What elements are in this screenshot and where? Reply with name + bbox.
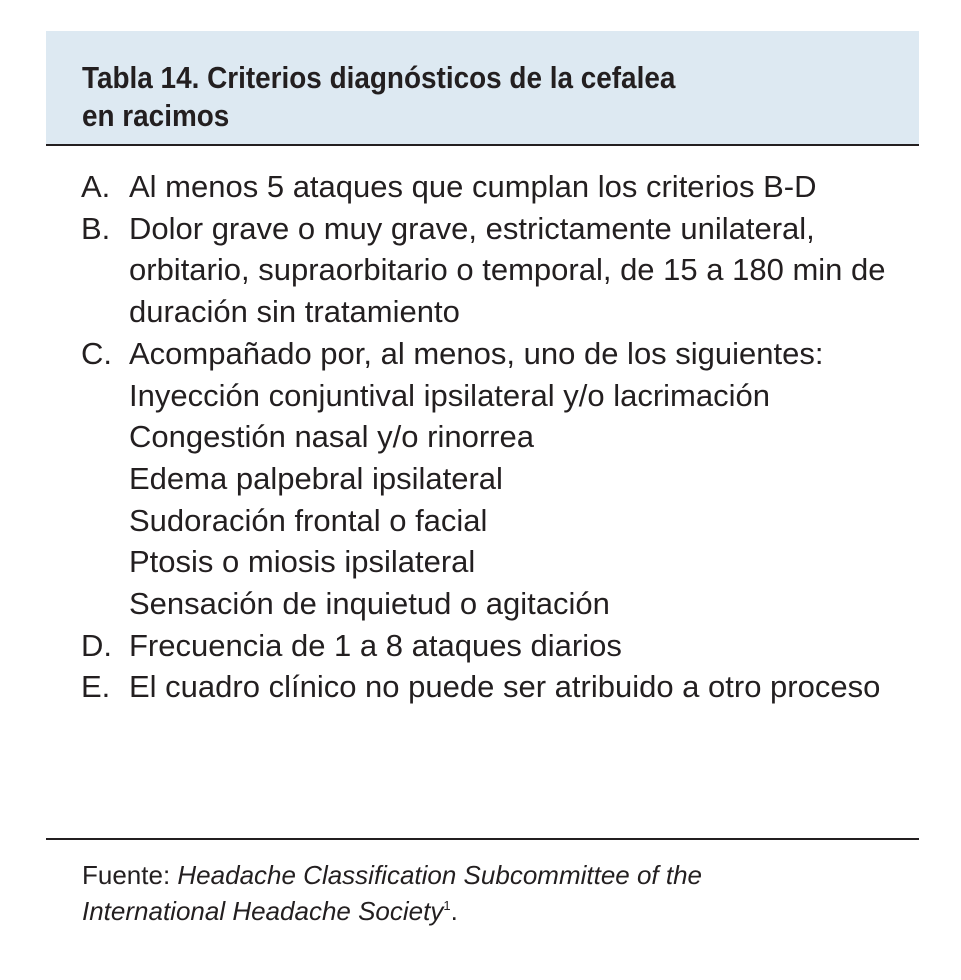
criterion-b-letter: B. — [81, 210, 111, 246]
criterion-a-content — [81, 166, 921, 208]
source-reference: 1 — [443, 898, 451, 913]
criterion-d-text: Frecuencia de 1 a 8 ataques diarios — [129, 627, 622, 663]
source-citation-line-2: International Headache Society — [82, 896, 444, 926]
source-note — [82, 857, 882, 929]
criterion-e-content — [81, 666, 921, 708]
criterion-c-letter: C. — [81, 335, 112, 371]
criterion-c-text: Acompañado por, al menos, uno de los siguientes: — [129, 335, 824, 371]
symptom-item: Ptosis o miosis ipsilateral — [129, 544, 476, 580]
source-label: Fuente: — [82, 860, 171, 890]
criterion-e — [81, 666, 921, 708]
symptom-item: Inyección conjuntival ipsilateral y/o lacrimación — [129, 377, 770, 413]
criterion-d-content — [81, 625, 921, 667]
table-header — [46, 31, 919, 146]
symptom-item: Sensación de inquietud o agitación — [129, 586, 610, 622]
criterion-a-text: Al menos 5 ataques que cumplan los criterios B-D — [129, 169, 817, 204]
table-title — [82, 59, 675, 135]
footer-divider — [46, 838, 919, 840]
criterion-e-letter: E. — [81, 669, 111, 705]
criterion-c — [81, 333, 921, 625]
criterion-c-content — [81, 333, 921, 375]
source-citation-line-1: Headache Classification Subcommittee of the — [177, 860, 703, 890]
criterion-a — [81, 166, 921, 208]
criterion-b — [81, 208, 921, 333]
criterion-a-letter: A. — [81, 169, 111, 204]
criterion-b-text: Dolor grave o muy grave, estrictamente unilateral, orbitario, supraorbitario o temporal, de 15 a 180 min de duración sin tratamiento — [129, 210, 886, 330]
symptom-item: Congestión nasal y/o rinorrea — [129, 419, 534, 455]
table-title-line-2: en racimos — [82, 98, 230, 133]
criterion-d — [81, 625, 921, 667]
criterion-b-content — [81, 208, 921, 333]
criteria-list — [81, 166, 921, 708]
criterion-d-letter: D. — [81, 627, 112, 663]
source-end: . — [450, 896, 458, 926]
criterion-c-symptoms — [81, 375, 921, 625]
criterion-e-text: El cuadro clínico no puede ser atribuido a otro proceso — [129, 669, 881, 705]
table-title-line-1: Tabla 14. Criterios diagnósticos de la cefalea — [82, 60, 676, 95]
symptom-item: Sudoración frontal o facial — [129, 502, 488, 538]
symptom-item: Edema palpebral ipsilateral — [129, 460, 503, 496]
